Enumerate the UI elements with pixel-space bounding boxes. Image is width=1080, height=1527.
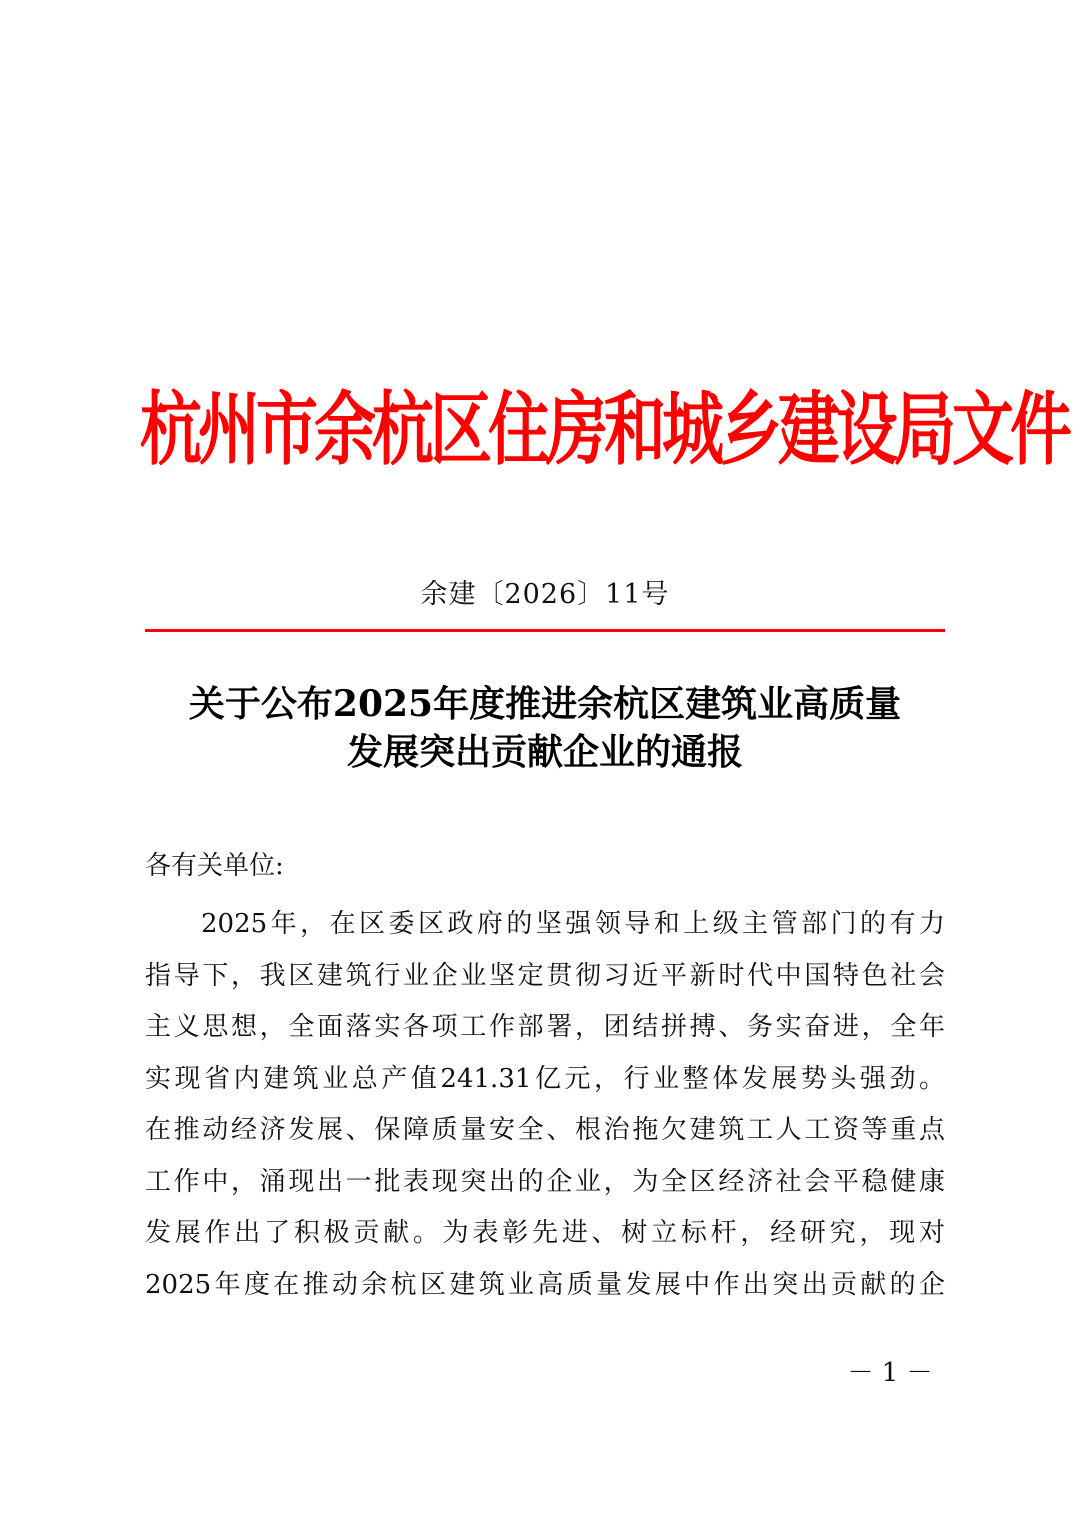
- body-paragraph: [145, 899, 945, 1311]
- salutation: 各有关单位:: [145, 851, 284, 881]
- body-line: 主义思想，全面落实各项工作部署，团结拼搏、务实奋进，全年: [145, 1012, 945, 1042]
- title-line: 发展突出贡献企业的通报: [346, 731, 743, 773]
- body-line: 工作中，涌现出一批表现突出的企业，为全区经济社会平稳健康: [145, 1166, 945, 1197]
- red-divider-line: [145, 629, 945, 632]
- body-line: 在推动经济发展、保障质量安全、根治拖欠建筑工人工资等重点: [145, 1115, 945, 1145]
- body-line: 指导下，我区建筑行业企业坚定贯彻习近平新时代中国特色社会: [145, 960, 945, 991]
- body-line: 实现省内建筑业总产值241.31亿元，行业整体发展势头强劲。: [145, 1063, 945, 1094]
- document-number: 余建〔2026〕11号: [420, 579, 670, 610]
- body-line: 2025年度在推动余杭区建筑业高质量发展中作出突出贡献的企: [145, 1269, 945, 1300]
- title-line: 关于公布2025年度推进余杭区建筑业高质量: [188, 683, 902, 725]
- masthead-title: 杭州市余杭区住房和城乡建设局文件: [140, 382, 1069, 477]
- body-line: 发展作出了积极贡献。为表彰先进、树立标杆，经研究，现对: [145, 1218, 945, 1248]
- page-number: － 1 －: [847, 1358, 933, 1388]
- body-line: 2025年，在区委区政府的坚强领导和上级主管部门的有力: [201, 909, 945, 939]
- document-title: [140, 680, 950, 776]
